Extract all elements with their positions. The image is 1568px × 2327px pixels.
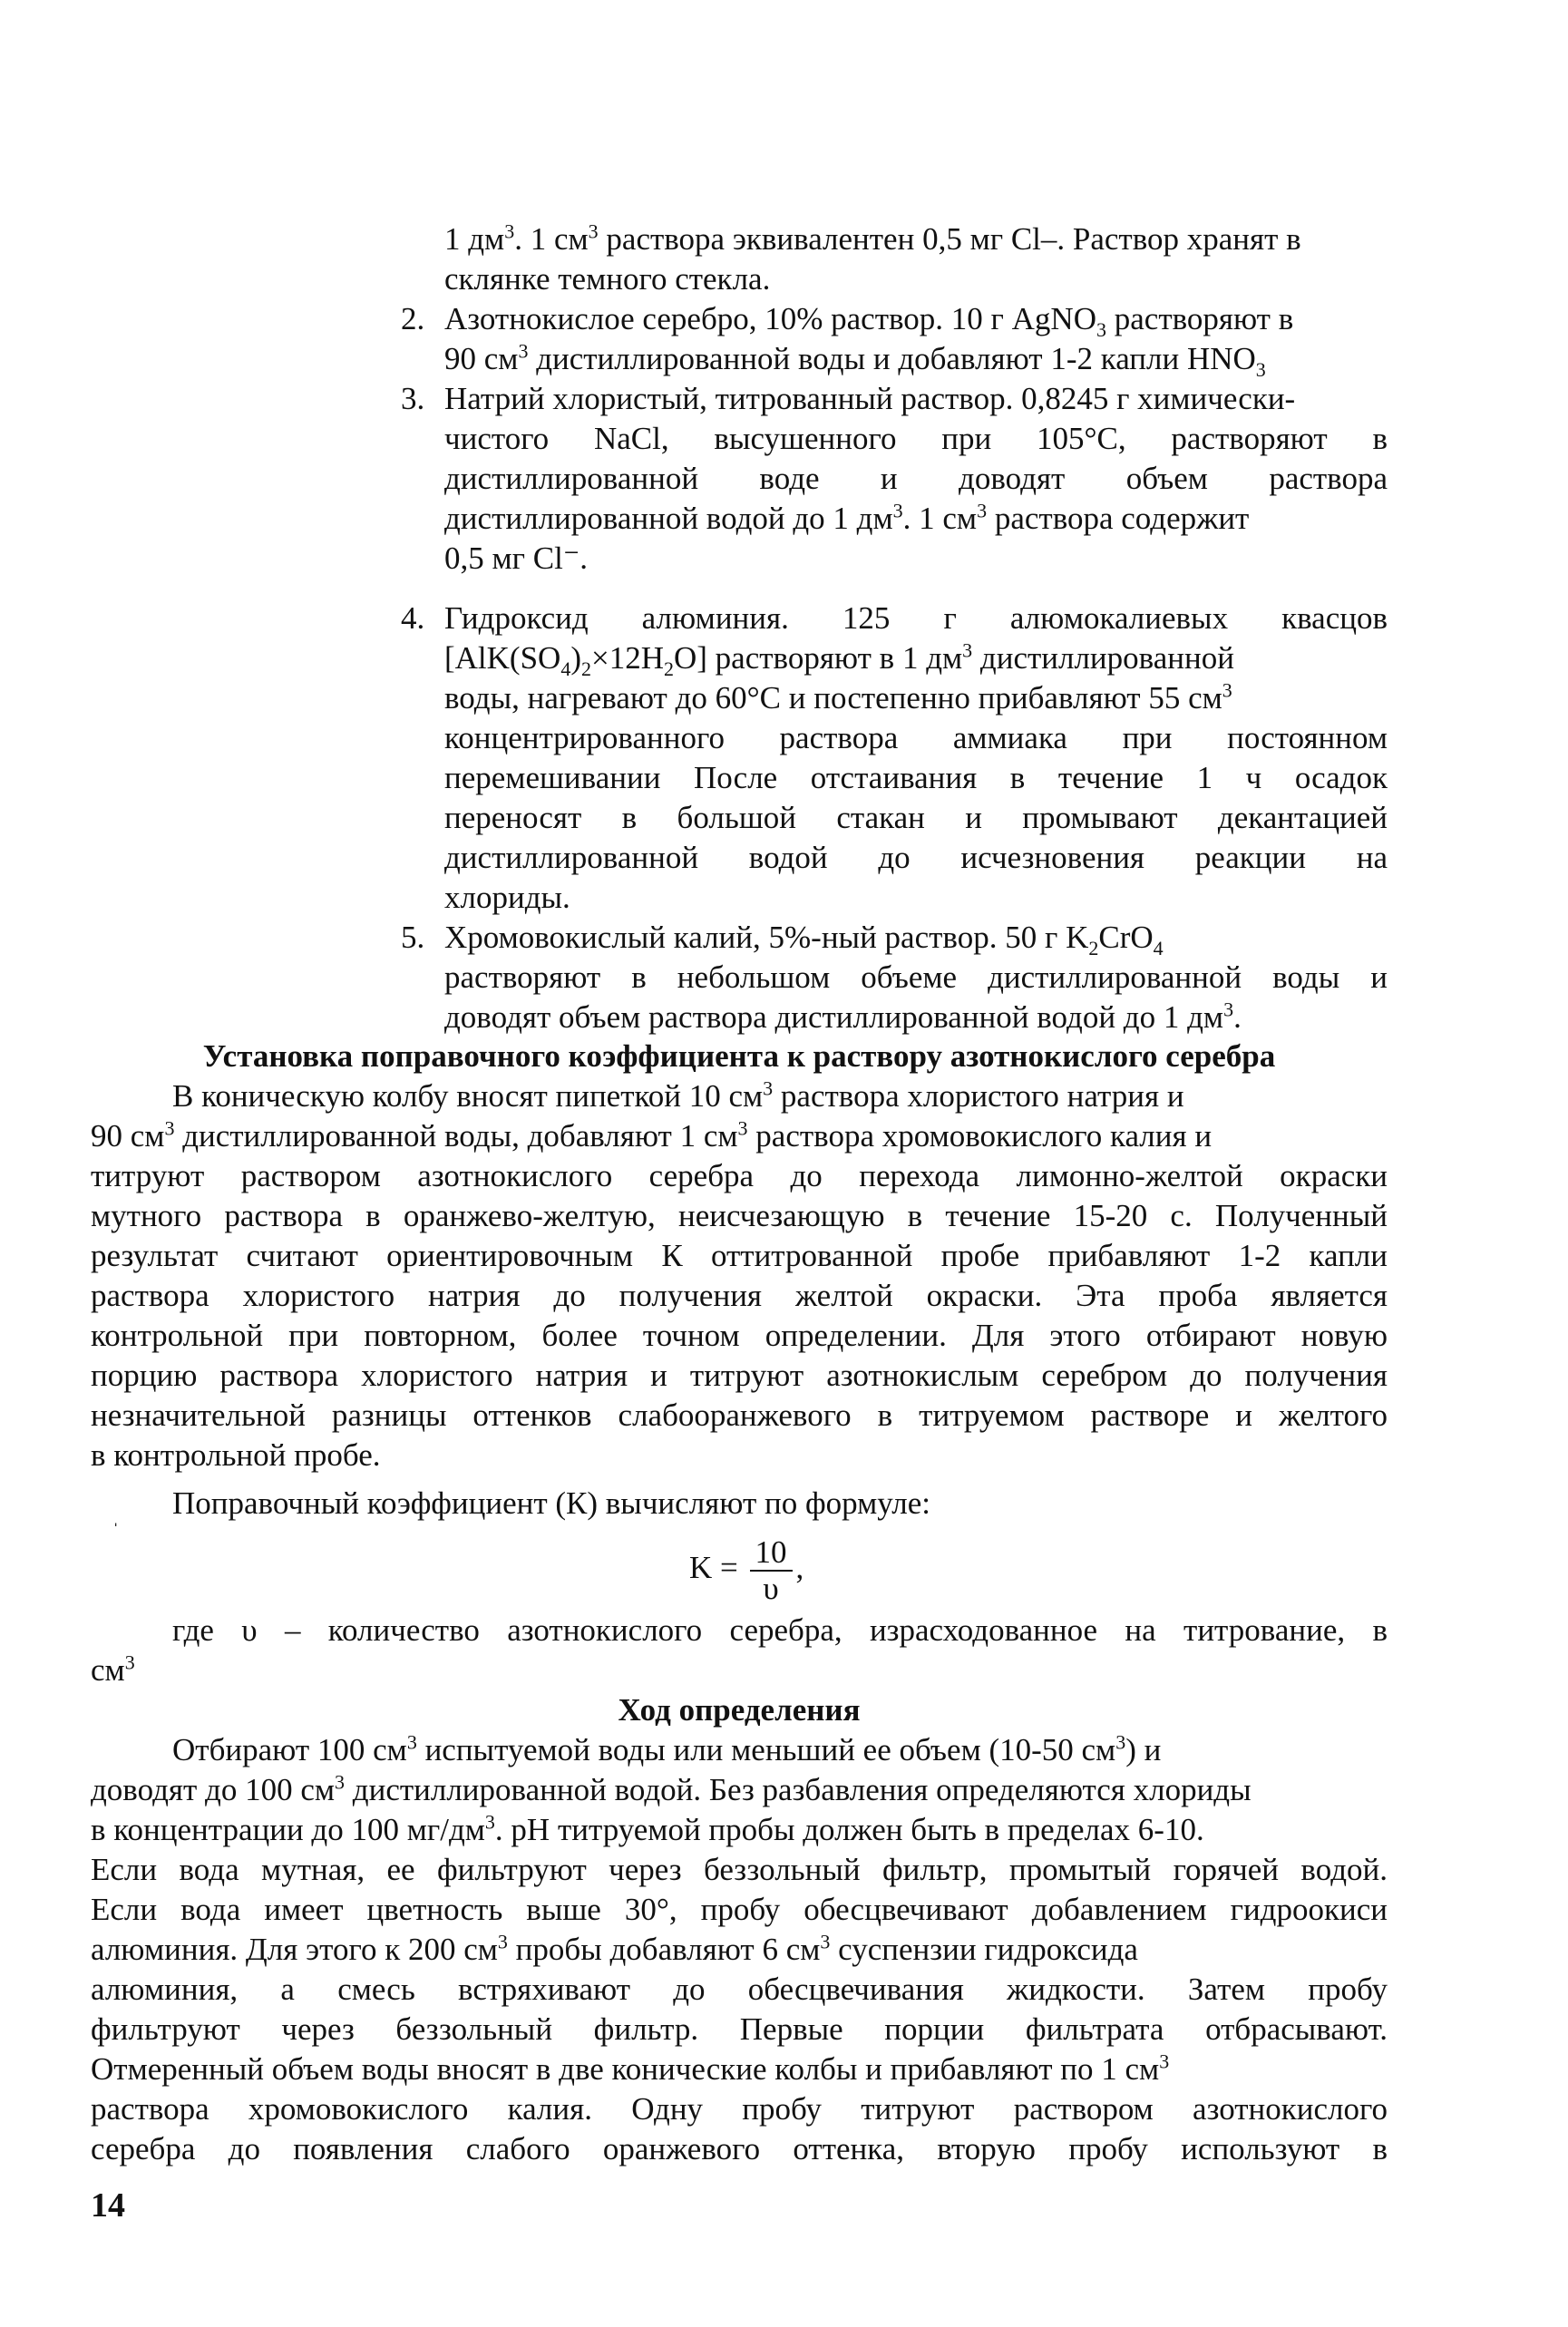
item4-line8: хлориды. [444,880,570,915]
section1-p1-line7: контрольной при повторном, более точном определении. Для этого отбирают новую [91,1318,1388,1353]
item5-number: 5. [401,920,425,955]
formula-numerator: 10 [750,1535,793,1572]
page-number: 14 [91,2186,125,2225]
section1-p1-line9: незначительной разницы оттенков слабооранжевого в титруемом растворе и желтого [91,1397,1388,1433]
section1-p1-line2: 90 $см^3$ дистиллированной воды, добавляют 1 $см^3$ раствора хромовокислого калия и [91,1116,1213,1154]
section1-p1-line6: раствора хлористого натрия до получения желтой окраски. Эта проба является [91,1278,1388,1313]
item3-line2: чистого NaCl, высушенного при 105°С, растворяют в [444,421,1388,456]
section2-line9: Отмеренный объем воды вносят в две конические колбы и прибавляют по 1 $см^3$ [91,2050,1170,2087]
section2-heading: Ход определения [618,1692,861,1728]
section2-line7: алюминия, а смесь встряхивают до обесцвечивания жидкости. Затем пробу [91,1972,1388,2007]
item5-line3: доводят объем раствора дистиллированной водой до 1 $дм^3$. [444,998,1242,1035]
item4-line4: концентрированного раствора аммиака при постоянном [444,720,1388,755]
margin-mark: ˌ [112,1504,120,1526]
item5-line1: Хромовокислый калий, 5%-ный раствор. 50 г $K_2CrO_4$ [444,920,1164,959]
section1-p1-line5: результат считают ориентировочным К оттитрованной пробе прибавляют 1-2 капли [91,1238,1388,1273]
item1-line1: 1 $дм^3$. 1 $см^3$ раствора эквивалентен 0,5 мг Cl–. Раствор хранят в [444,219,1301,257]
item4-line2: $[AlK(SO_4)_2\times 12H_2O]$ растворяют в 1 $дм^3$ дистиллированной [444,638,1234,680]
item3-line3: дистиллированной воде и доводят объем раствора [444,461,1388,496]
section2-line10: раствора хромовокислого калия. Одну пробу титруют раствором азотнокислого [91,2091,1388,2127]
item2-line2: 90 $см^3$ дистиллированной воды и добавляют 1-2 капли $HNO_3$ [444,339,1266,381]
item1-line2: склянке темного стекла. [444,261,771,297]
item4-number: 4. [401,600,425,636]
item3-line5: 0,5 мг Cl⁻. [444,540,589,576]
item2-number: 2. [401,301,425,336]
item4-line1: Гидроксид алюминия. 125 г алюмокалиевых квасцов [444,600,1388,636]
item4-line5: перемешивании После отстаивания в течение 1 ч осадок [444,760,1388,795]
section2-line1: Отбирают 100 $см^3$ испытуемой воды или меньший ее объем (10-50 $см^3$) и [172,1730,1162,1767]
section2-line8: фильтруют через беззольный фильтр. Первые порции фильтрата отбрасывают. [91,2011,1388,2047]
item5-line2: растворяют в небольшом объеме дистиллированной воды и [444,959,1388,995]
section2-line3: в концентрации до 100 $мг/дм^3$. pH титруемой пробы должен быть в пределах 6-10. [91,1810,1204,1847]
formula [689,1535,803,1606]
formula-lhs: K = [689,1550,738,1586]
section1-p1-line10: в контрольной пробе. [91,1437,381,1473]
item3-number: 3. [401,381,425,416]
section1-p1-line1: В коническую колбу вносят пипеткой 10 $см^3$ раствора хлористого натрия и [172,1076,1184,1114]
item4-line7: дистиллированной водой до исчезновения реакции на [444,840,1388,875]
section2-line2: доводят до 100 $см^3$ дистиллированной водой. Без разбавления определяются хлориды [91,1770,1251,1807]
item3-line4: дистиллированной водой до 1 $дм^3$. 1 $см^3$ раствора содержит [444,499,1250,536]
section2-line6: алюминия. Для этого к 200 $см^3$ пробы добавляют 6 $см^3$ суспензии гидроксида [91,1930,1138,1967]
where-line2: $см^3$ [91,1650,135,1688]
section1-p1-line4: мутного раствора в оранжево-желтую, неисчезающую в течение 15-20 с. Полученный [91,1198,1388,1233]
section1-p2: Поправочный коэффициент (К) вычисляют по формуле: [172,1485,930,1521]
item4-line6: переносят в большой стакан и промывают декантацией [444,800,1388,835]
section2-line11: серебра до появления слабого оранжевого оттенка, вторую пробу используют в [91,2131,1388,2166]
item3-line1: Натрий хлористый, титрованный раствор. 0,8245 г химически- [444,381,1296,416]
section2-line5: Если вода имеет цветность выше 30°, пробу обесцвечивают добавлением гидроокиси [91,1892,1388,1927]
section1-p1-line3: титруют раствором азотнокислого серебра до перехода лимонно-желтой окраски [91,1158,1388,1193]
item2-line1: Азотнокислое серебро, 10% раствор. 10 г AgNO$_3$ растворяют в [444,301,1294,341]
section1-p1-line8: порцию раствора хлористого натрия и титруют азотнокислым серебром до получения [91,1358,1388,1393]
section2-line4: Если вода мутная, ее фильтруют через беззольный фильтр, промытый горячей водой. [91,1852,1388,1887]
formula-denominator: υ [763,1571,779,1606]
formula-tail: , [795,1550,804,1586]
item4-line3: воды, нагревают до 60°С и постепенно прибавляют 55 $см^3$ [444,678,1232,716]
formula-fraction [750,1535,793,1606]
section1-heading: Установка поправочного коэффициента к раствору азотнокислого серебра [202,1038,1276,1074]
where-line1: где υ – количество азотнокислого серебра, израсходованное на титрование, в [172,1612,1388,1648]
